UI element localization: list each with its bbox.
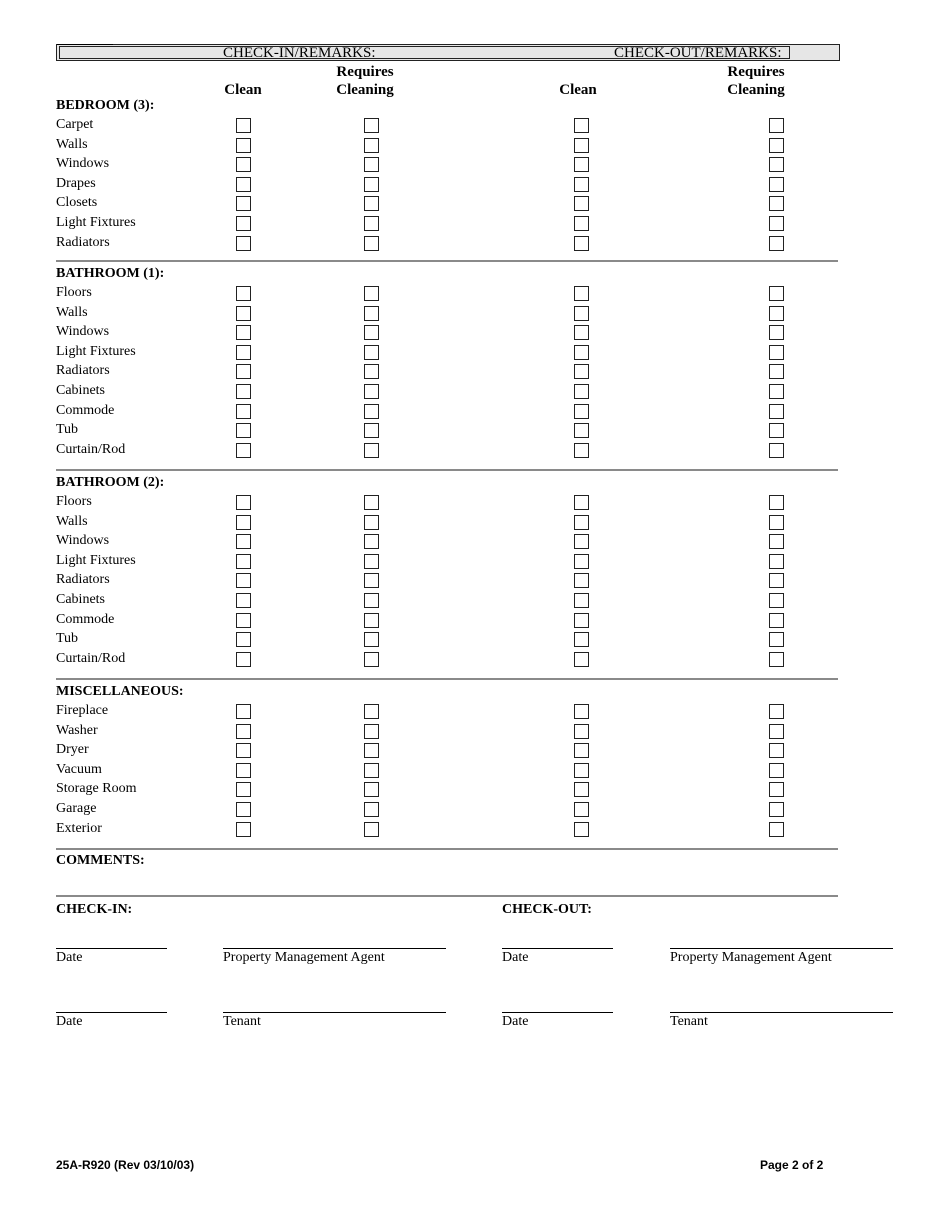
checkin-requires-cleaning-checkbox[interactable] bbox=[364, 724, 379, 739]
checkin-requires-cleaning-checkbox[interactable] bbox=[364, 157, 379, 172]
section-title: BATHROOM (2): bbox=[56, 475, 165, 490]
checkout-agent-label: Property Management Agent bbox=[670, 950, 832, 965]
checklist-item-label: Curtain/Rod bbox=[56, 650, 126, 666]
checklist-item-label: Cabinets bbox=[56, 592, 105, 607]
checkout-requires-cleaning-checkbox[interactable] bbox=[769, 177, 784, 192]
checkout-clean-checkbox[interactable] bbox=[574, 632, 589, 647]
checklist-item-label: Closets bbox=[56, 195, 98, 211]
checkin-requires-cleaning-checkbox[interactable] bbox=[364, 613, 379, 628]
checkout-clean-checkbox[interactable] bbox=[574, 364, 589, 379]
checkin-requires-cleaning-checkbox[interactable] bbox=[364, 573, 379, 588]
checkout-requires-cleaning-checkbox[interactable] bbox=[769, 495, 784, 510]
checkin-requires-cleaning-checkbox[interactable] bbox=[364, 443, 379, 458]
checkin-requires-cleaning-checkbox[interactable] bbox=[364, 138, 379, 153]
checkout-clean-checkbox[interactable] bbox=[574, 573, 589, 588]
checkout-clean-checkbox[interactable] bbox=[574, 704, 589, 719]
checkout-requires-cleaning-checkbox[interactable] bbox=[769, 782, 784, 797]
checkout-requires-cleaning-checkbox[interactable] bbox=[769, 364, 784, 379]
checkin-clean-checkbox[interactable] bbox=[236, 196, 251, 211]
checklist-item-label: Radiators bbox=[56, 234, 110, 250]
checkout-clean-checkbox[interactable] bbox=[574, 345, 589, 360]
checkin-requires-cleaning-checkbox[interactable] bbox=[364, 196, 379, 211]
section-divider bbox=[56, 678, 838, 680]
checkout-requires-cleaning-checkbox[interactable] bbox=[769, 724, 784, 739]
checklist-item-label: Floors bbox=[56, 494, 92, 509]
checkout-requires-cleaning-checkbox[interactable] bbox=[769, 515, 784, 530]
checkin-clean-checkbox[interactable] bbox=[236, 236, 251, 251]
checkout-clean-checkbox[interactable] bbox=[574, 763, 589, 778]
checkin-requires-cleaning-checkbox[interactable] bbox=[364, 802, 379, 817]
checkin-remarks-label: CHECK-IN/REMARKS: bbox=[223, 45, 376, 61]
checkin-requires-cleaning-checkbox[interactable] bbox=[364, 364, 379, 379]
checkout-clean-checkbox[interactable] bbox=[574, 534, 589, 549]
checkin-clean-checkbox[interactable] bbox=[236, 802, 251, 817]
checklist-item-label: Fireplace bbox=[56, 703, 109, 718]
checklist-item-label: Radiators bbox=[56, 363, 110, 379]
checkin-requires-cleaning-checkbox[interactable] bbox=[364, 177, 379, 192]
checkout-requires-cleaning-checkbox[interactable] bbox=[769, 632, 784, 647]
checkout-requires-cleaning-checkbox[interactable] bbox=[769, 118, 784, 133]
checkin-clean-checkbox[interactable] bbox=[236, 138, 251, 153]
checklist-item-label: Washer bbox=[56, 722, 98, 738]
checkout-clean-checkbox[interactable] bbox=[574, 196, 589, 211]
checkin-tenant-label: Tenant bbox=[223, 1014, 261, 1029]
checkout-requires-cleaning-checkbox[interactable] bbox=[769, 593, 784, 608]
checkin-clean-checkbox[interactable] bbox=[236, 423, 251, 438]
checkout-clean-checkbox[interactable] bbox=[574, 593, 589, 608]
checkin-date-line-2[interactable] bbox=[56, 1012, 167, 1013]
checklist-item-label: Walls bbox=[56, 304, 88, 320]
checklist-item-label: Windows bbox=[56, 533, 110, 549]
checkout-clean-checkbox[interactable] bbox=[574, 782, 589, 797]
checkin-agent-line[interactable] bbox=[223, 948, 446, 949]
checklist-item-label: Tub bbox=[56, 631, 79, 647]
checkout-clean-checkbox[interactable] bbox=[574, 743, 589, 758]
checklist-item-label: Vacuum bbox=[56, 761, 102, 777]
checklist-item-label: Walls bbox=[56, 136, 88, 152]
checklist-item-label: Carpet bbox=[56, 117, 94, 132]
checkin-clean-checkbox[interactable] bbox=[236, 554, 251, 569]
checkout-clean-checkbox[interactable] bbox=[574, 216, 589, 231]
col-clean-checkin: Clean bbox=[224, 82, 262, 98]
checkout-requires-cleaning-checkbox[interactable] bbox=[769, 384, 784, 399]
checkin-requires-cleaning-checkbox[interactable] bbox=[364, 384, 379, 399]
checklist-item-label: Windows bbox=[56, 324, 110, 340]
checkout-requires-cleaning-checkbox[interactable] bbox=[769, 554, 784, 569]
checkout-requires-cleaning-checkbox[interactable] bbox=[769, 286, 784, 301]
checkout-clean-checkbox[interactable] bbox=[574, 404, 589, 419]
checkout-requires-cleaning-checkbox[interactable] bbox=[769, 404, 784, 419]
checkout-clean-checkbox[interactable] bbox=[574, 724, 589, 739]
checkin-requires-cleaning-checkbox[interactable] bbox=[364, 822, 379, 837]
checkout-clean-checkbox[interactable] bbox=[574, 515, 589, 530]
checkin-clean-checkbox[interactable] bbox=[236, 515, 251, 530]
checklist-item-label: Drapes bbox=[56, 175, 96, 191]
col-clean-checkout: Clean bbox=[559, 82, 597, 98]
checkout-requires-cleaning-checkbox[interactable] bbox=[769, 216, 784, 231]
checkout-tenant-label: Tenant bbox=[670, 1014, 708, 1029]
checkin-requires-cleaning-checkbox[interactable] bbox=[364, 306, 379, 321]
checkin-clean-checkbox[interactable] bbox=[236, 306, 251, 321]
checkin-clean-checkbox[interactable] bbox=[236, 177, 251, 192]
checklist-item-label: Windows bbox=[56, 156, 110, 172]
checkout-requires-cleaning-checkbox[interactable] bbox=[769, 763, 784, 778]
checkin-agent-label: Property Management Agent bbox=[223, 950, 385, 965]
checkin-sign-title: CHECK-IN: bbox=[56, 902, 133, 917]
checkin-clean-checkbox[interactable] bbox=[236, 216, 251, 231]
checklist-item-label: Tub bbox=[56, 422, 79, 438]
checkin-requires-cleaning-checkbox[interactable] bbox=[364, 704, 379, 719]
checkin-clean-checkbox[interactable] bbox=[236, 632, 251, 647]
checkout-clean-checkbox[interactable] bbox=[574, 236, 589, 251]
checkin-clean-checkbox[interactable] bbox=[236, 782, 251, 797]
col-requires-checkin: Requires Cleaning bbox=[336, 64, 394, 98]
checkout-date-line-1[interactable] bbox=[502, 948, 613, 949]
checkout-requires-cleaning-checkbox[interactable] bbox=[769, 613, 784, 628]
checkin-requires-cleaning-checkbox[interactable] bbox=[364, 236, 379, 251]
checklist-item-label: Radiators bbox=[56, 572, 110, 588]
form-id: 25A-R920 (Rev 03/10/03) bbox=[56, 1158, 195, 1172]
checkin-requires-cleaning-checkbox[interactable] bbox=[364, 404, 379, 419]
checkin-clean-checkbox[interactable] bbox=[236, 286, 251, 301]
page-number: Page 2 of 2 bbox=[760, 1158, 824, 1172]
checkout-requires-cleaning-checkbox[interactable] bbox=[769, 443, 784, 458]
checkin-clean-checkbox[interactable] bbox=[236, 593, 251, 608]
checkin-clean-checkbox[interactable] bbox=[236, 325, 251, 340]
checklist-item-label: Light Fixtures bbox=[56, 552, 136, 568]
comments-bottom-rule bbox=[56, 895, 838, 897]
checkout-requires-cleaning-checkbox[interactable] bbox=[769, 345, 784, 360]
checkout-clean-checkbox[interactable] bbox=[574, 325, 589, 340]
checkout-requires-cleaning-checkbox[interactable] bbox=[769, 652, 784, 667]
checkout-requires-cleaning-checkbox[interactable] bbox=[769, 423, 784, 438]
checkin-requires-cleaning-checkbox[interactable] bbox=[364, 345, 379, 360]
checkin-requires-cleaning-checkbox[interactable] bbox=[364, 534, 379, 549]
checkin-clean-checkbox[interactable] bbox=[236, 384, 251, 399]
checklist-item-label: Commode bbox=[56, 402, 115, 418]
checkout-date-label-2: Date bbox=[502, 1014, 529, 1029]
checkin-date-line-1[interactable] bbox=[56, 948, 167, 949]
checkout-sign-title: CHECK-OUT: bbox=[502, 902, 592, 917]
checkin-requires-cleaning-checkbox[interactable] bbox=[364, 286, 379, 301]
checkout-agent-line[interactable] bbox=[670, 948, 893, 949]
checkin-clean-checkbox[interactable] bbox=[236, 704, 251, 719]
section-divider bbox=[56, 848, 838, 850]
section-divider bbox=[56, 469, 838, 471]
checklist-item-label: Storage Room bbox=[56, 781, 137, 797]
checkin-clean-checkbox[interactable] bbox=[236, 822, 251, 837]
checkin-clean-checkbox[interactable] bbox=[236, 724, 251, 739]
checkin-requires-cleaning-checkbox[interactable] bbox=[364, 495, 379, 510]
checkout-requires-cleaning-checkbox[interactable] bbox=[769, 534, 784, 549]
checkin-clean-checkbox[interactable] bbox=[236, 495, 251, 510]
checkin-date-label-2: Date bbox=[56, 1014, 83, 1029]
checkin-requires-cleaning-checkbox[interactable] bbox=[364, 593, 379, 608]
checkout-clean-checkbox[interactable] bbox=[574, 177, 589, 192]
checkout-clean-checkbox[interactable] bbox=[574, 138, 589, 153]
checkout-date-line-2[interactable] bbox=[502, 1012, 613, 1013]
checkout-clean-checkbox[interactable] bbox=[574, 118, 589, 133]
checkin-clean-checkbox[interactable] bbox=[236, 118, 251, 133]
checkout-tenant-line[interactable] bbox=[670, 1012, 893, 1013]
checkout-clean-checkbox[interactable] bbox=[574, 384, 589, 399]
checkin-requires-cleaning-checkbox[interactable] bbox=[364, 632, 379, 647]
checkout-requires-cleaning-checkbox[interactable] bbox=[769, 573, 784, 588]
section-title: MISCELLANEOUS: bbox=[56, 684, 184, 699]
checkout-clean-checkbox[interactable] bbox=[574, 613, 589, 628]
checkout-requires-cleaning-checkbox[interactable] bbox=[769, 704, 784, 719]
checklist-item-label: Dryer bbox=[56, 742, 89, 758]
checklist-item-label: Floors bbox=[56, 285, 92, 300]
checkin-clean-checkbox[interactable] bbox=[236, 157, 251, 172]
checkout-clean-checkbox[interactable] bbox=[574, 652, 589, 667]
checkin-clean-checkbox[interactable] bbox=[236, 652, 251, 667]
checkin-date-label-1: Date bbox=[56, 950, 83, 965]
section-title: BATHROOM (1): bbox=[56, 266, 165, 281]
checkout-requires-cleaning-checkbox[interactable] bbox=[769, 196, 784, 211]
checklist-item-label: Cabinets bbox=[56, 383, 105, 398]
checkout-requires-cleaning-checkbox[interactable] bbox=[769, 802, 784, 817]
checkin-clean-checkbox[interactable] bbox=[236, 443, 251, 458]
checkout-clean-checkbox[interactable] bbox=[574, 157, 589, 172]
checkin-requires-cleaning-checkbox[interactable] bbox=[364, 216, 379, 231]
checkout-requires-cleaning-checkbox[interactable] bbox=[769, 236, 784, 251]
checklist-item-label: Curtain/Rod bbox=[56, 441, 126, 457]
checkin-requires-cleaning-checkbox[interactable] bbox=[364, 652, 379, 667]
checkout-clean-checkbox[interactable] bbox=[574, 443, 589, 458]
comments-label: COMMENTS: bbox=[56, 853, 145, 868]
checkin-requires-cleaning-checkbox[interactable] bbox=[364, 554, 379, 569]
checkout-requires-cleaning-checkbox[interactable] bbox=[769, 306, 784, 321]
checkin-requires-cleaning-checkbox[interactable] bbox=[364, 763, 379, 778]
checkin-requires-cleaning-checkbox[interactable] bbox=[364, 118, 379, 133]
checkin-clean-checkbox[interactable] bbox=[236, 404, 251, 419]
checkin-clean-checkbox[interactable] bbox=[236, 613, 251, 628]
checklist-item-label: Commode bbox=[56, 611, 115, 627]
checkout-remarks-label: CHECK-OUT/REMARKS: bbox=[614, 45, 782, 61]
checkout-requires-cleaning-checkbox[interactable] bbox=[769, 822, 784, 837]
section-divider bbox=[56, 260, 838, 262]
section-title: BEDROOM (3): bbox=[56, 98, 155, 113]
checkin-clean-checkbox[interactable] bbox=[236, 573, 251, 588]
col-requires-checkout: Requires Cleaning bbox=[727, 64, 785, 98]
checkin-clean-checkbox[interactable] bbox=[236, 743, 251, 758]
checkout-clean-checkbox[interactable] bbox=[574, 822, 589, 837]
checkout-clean-checkbox[interactable] bbox=[574, 423, 589, 438]
checkout-clean-checkbox[interactable] bbox=[574, 495, 589, 510]
checkin-clean-checkbox[interactable] bbox=[236, 364, 251, 379]
checkin-clean-checkbox[interactable] bbox=[236, 345, 251, 360]
checkout-clean-checkbox[interactable] bbox=[574, 554, 589, 569]
checkout-date-label-1: Date bbox=[502, 950, 529, 965]
checkin-requires-cleaning-checkbox[interactable] bbox=[364, 325, 379, 340]
checkin-clean-checkbox[interactable] bbox=[236, 763, 251, 778]
checkout-requires-cleaning-checkbox[interactable] bbox=[769, 325, 784, 340]
checkout-clean-checkbox[interactable] bbox=[574, 306, 589, 321]
checklist-item-label: Light Fixtures bbox=[56, 215, 136, 230]
checklist-item-label: Garage bbox=[56, 801, 97, 816]
checkin-requires-cleaning-checkbox[interactable] bbox=[364, 423, 379, 438]
checkout-requires-cleaning-checkbox[interactable] bbox=[769, 138, 784, 153]
checkin-clean-checkbox[interactable] bbox=[236, 534, 251, 549]
checkout-clean-checkbox[interactable] bbox=[574, 286, 589, 301]
checkout-requires-cleaning-checkbox[interactable] bbox=[769, 743, 784, 758]
checkout-requires-cleaning-checkbox[interactable] bbox=[769, 157, 784, 172]
checkin-requires-cleaning-checkbox[interactable] bbox=[364, 782, 379, 797]
checklist-item-label: Light Fixtures bbox=[56, 343, 136, 359]
checkin-tenant-line[interactable] bbox=[223, 1012, 446, 1013]
checkout-clean-checkbox[interactable] bbox=[574, 802, 589, 817]
checklist-item-label: Exterior bbox=[56, 820, 102, 836]
checkin-requires-cleaning-checkbox[interactable] bbox=[364, 515, 379, 530]
checkin-requires-cleaning-checkbox[interactable] bbox=[364, 743, 379, 758]
checklist-item-label: Walls bbox=[56, 513, 88, 529]
